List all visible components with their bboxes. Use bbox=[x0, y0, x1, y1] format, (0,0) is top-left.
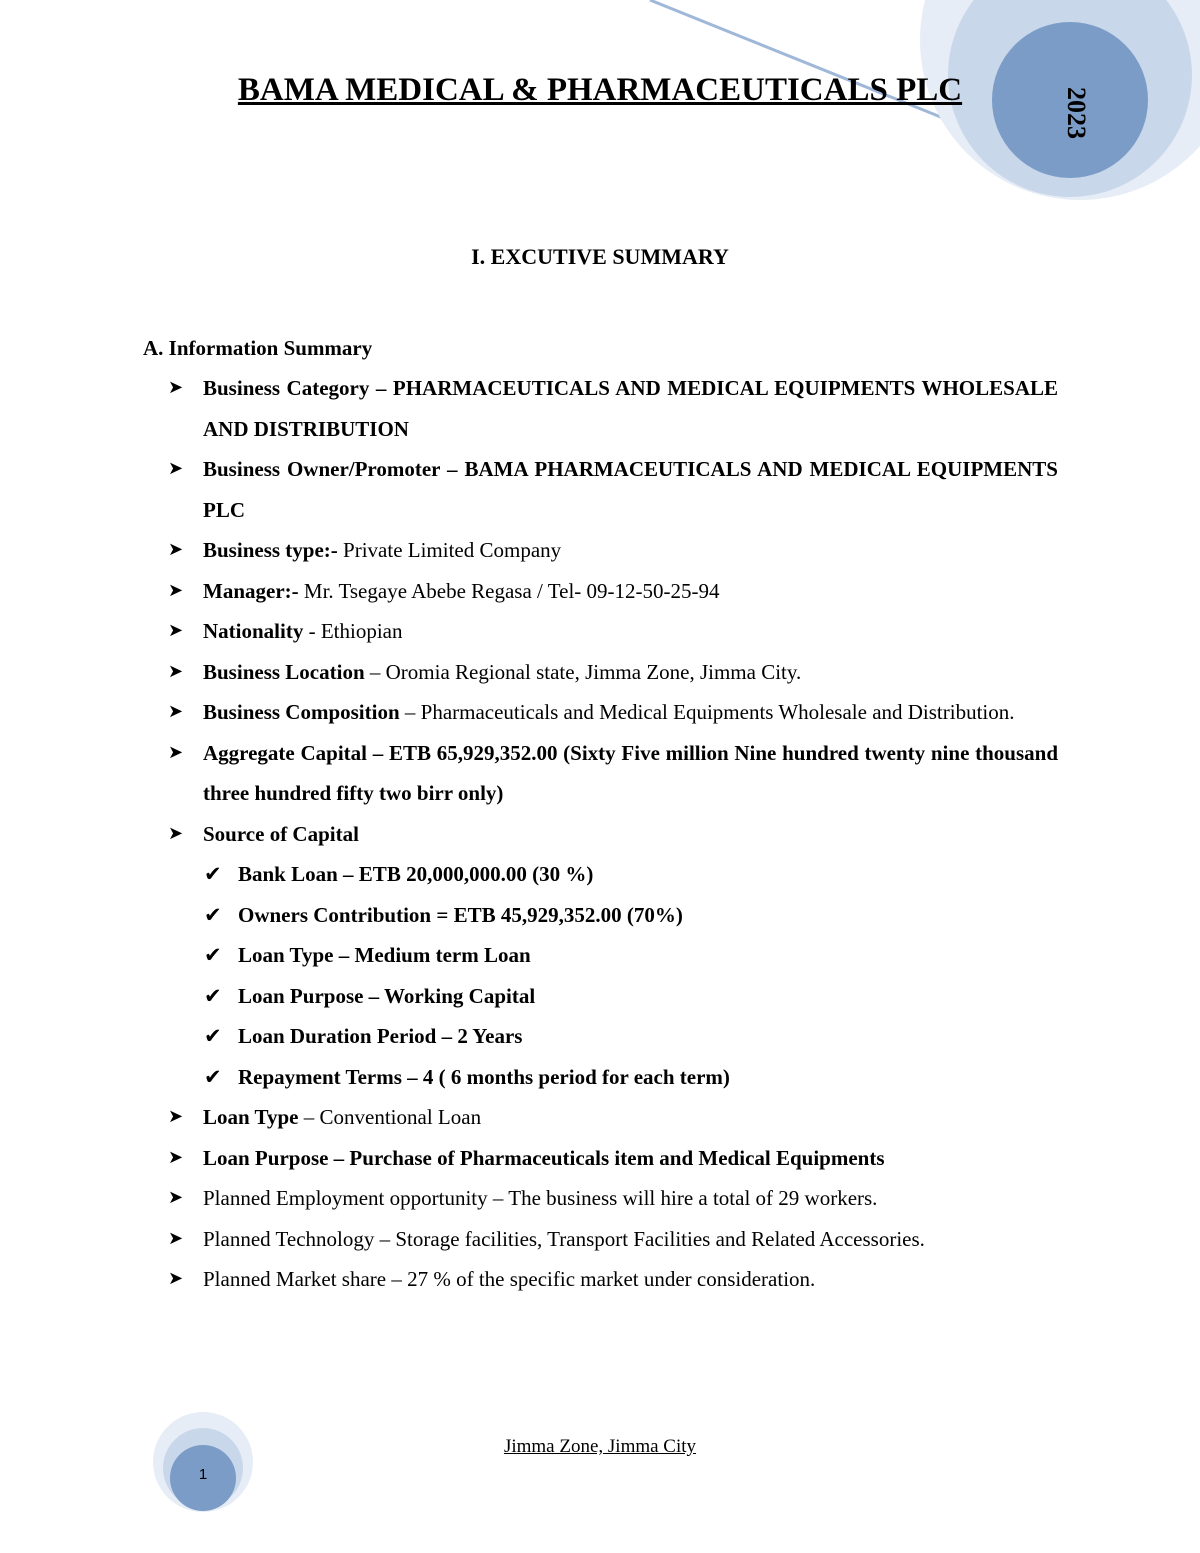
check-list-item: ✔ Loan Purpose – Working Capital bbox=[204, 976, 1058, 1017]
arrow-bullet-icon: ➤ bbox=[168, 1187, 184, 1208]
check-icon: ✔ bbox=[204, 1024, 222, 1048]
year-label: 2023 bbox=[1062, 87, 1091, 139]
check-icon: ✔ bbox=[204, 1064, 222, 1089]
check-list-item: ✔ Bank Loan – ETB 20,000,000.00 (30 %) bbox=[204, 854, 1058, 895]
check-list-item: ✔ Loan Type – Medium term Loan bbox=[204, 935, 1058, 976]
check-icon: ✔ bbox=[204, 983, 222, 1008]
footer-location: Jimma Zone, Jimma City bbox=[503, 1436, 697, 1457]
list-item: ➤ Business Owner/Promoter – BAMA PHARMACEUTICALS AND MEDICAL EQUIPMENTS PLC bbox=[168, 449, 1058, 530]
arrow-bullet-icon: ➤ bbox=[168, 822, 184, 844]
list-item: ➤ Planned Market share – 27 % of the specific market under consideration. bbox=[168, 1259, 1058, 1300]
check-icon: ✔ bbox=[204, 943, 222, 967]
information-summary-list bbox=[168, 368, 1058, 1300]
arrow-bullet-icon: ➤ bbox=[168, 579, 184, 601]
arrow-bullet-icon: ➤ bbox=[168, 1106, 184, 1127]
capital-details-list bbox=[204, 854, 1058, 1097]
list-item: ➤ Manager:- Mr. Tsegaye Abebe Regasa / Tel- 09-12-50-25-94 bbox=[168, 571, 1058, 612]
arrow-bullet-icon: ➤ bbox=[168, 1268, 184, 1289]
arrow-bullet-icon: ➤ bbox=[168, 701, 184, 722]
arrow-bullet-icon: ➤ bbox=[168, 458, 184, 479]
arrow-bullet-icon: ➤ bbox=[168, 377, 184, 398]
check-icon: ✔ bbox=[204, 902, 222, 927]
arrow-bullet-icon: ➤ bbox=[168, 620, 184, 641]
list-item: ➤ Business Category – PHARMACEUTICALS AND MEDICAL EQUIPMENTS WHOLESALE AND DISTRIBUTION bbox=[168, 368, 1058, 449]
list-item: ➤ Planned Employment opportunity – The business will hire a total of 29 workers. bbox=[168, 1178, 1058, 1219]
list-item: ➤ Planned Technology – Storage facilities, Transport Facilities and Related Accessories. bbox=[168, 1219, 1058, 1260]
list-item: ➤ Aggregate Capital – ETB 65,929,352.00 (Sixty Five million Nine hundred twenty nine thousand three hundred fifty two birr only) bbox=[168, 733, 1058, 814]
section-title: I. EXCUTIVE SUMMARY bbox=[471, 244, 729, 269]
check-icon: ✔ bbox=[204, 862, 222, 886]
check-list-item: ✔ Owners Contribution = ETB 45,929,352.00 (70%) bbox=[204, 895, 1058, 936]
arrow-bullet-icon: ➤ bbox=[168, 660, 184, 682]
arrow-bullet-icon: ➤ bbox=[168, 741, 184, 763]
check-list-item: ✔ Repayment Terms – 4 ( 6 months period for each term) bbox=[204, 1057, 1058, 1098]
list-item: ➤ Nationality - Ethiopian bbox=[168, 611, 1058, 652]
page-number: 1 bbox=[198, 1466, 208, 1483]
list-item: ➤ Business Location – Oromia Regional state, Jimma Zone, Jimma City. bbox=[168, 652, 1058, 693]
list-item: ➤ Loan Purpose – Purchase of Pharmaceuticals item and Medical Equipments bbox=[168, 1138, 1058, 1179]
list-item: ➤ Business Composition – Pharmaceuticals and Medical Equipments Wholesale and Distribution. bbox=[168, 692, 1058, 733]
subsection-heading: A. Information Summary bbox=[143, 336, 373, 360]
arrow-bullet-icon: ➤ bbox=[168, 539, 184, 560]
footer-decoration bbox=[140, 1400, 270, 1530]
list-item: ➤ Business type:- Private Limited Company bbox=[168, 530, 1058, 571]
check-list-item: ✔ Loan Duration Period – 2 Years bbox=[204, 1016, 1058, 1057]
list-item: ➤ Loan Type – Conventional Loan bbox=[168, 1097, 1058, 1138]
arrow-bullet-icon: ➤ bbox=[168, 1227, 184, 1249]
list-item: ➤ Source of Capital bbox=[168, 814, 1058, 855]
arrow-bullet-icon: ➤ bbox=[168, 1146, 184, 1168]
document-title: BAMA MEDICAL & PHARMACEUTICALS PLC bbox=[237, 72, 963, 108]
